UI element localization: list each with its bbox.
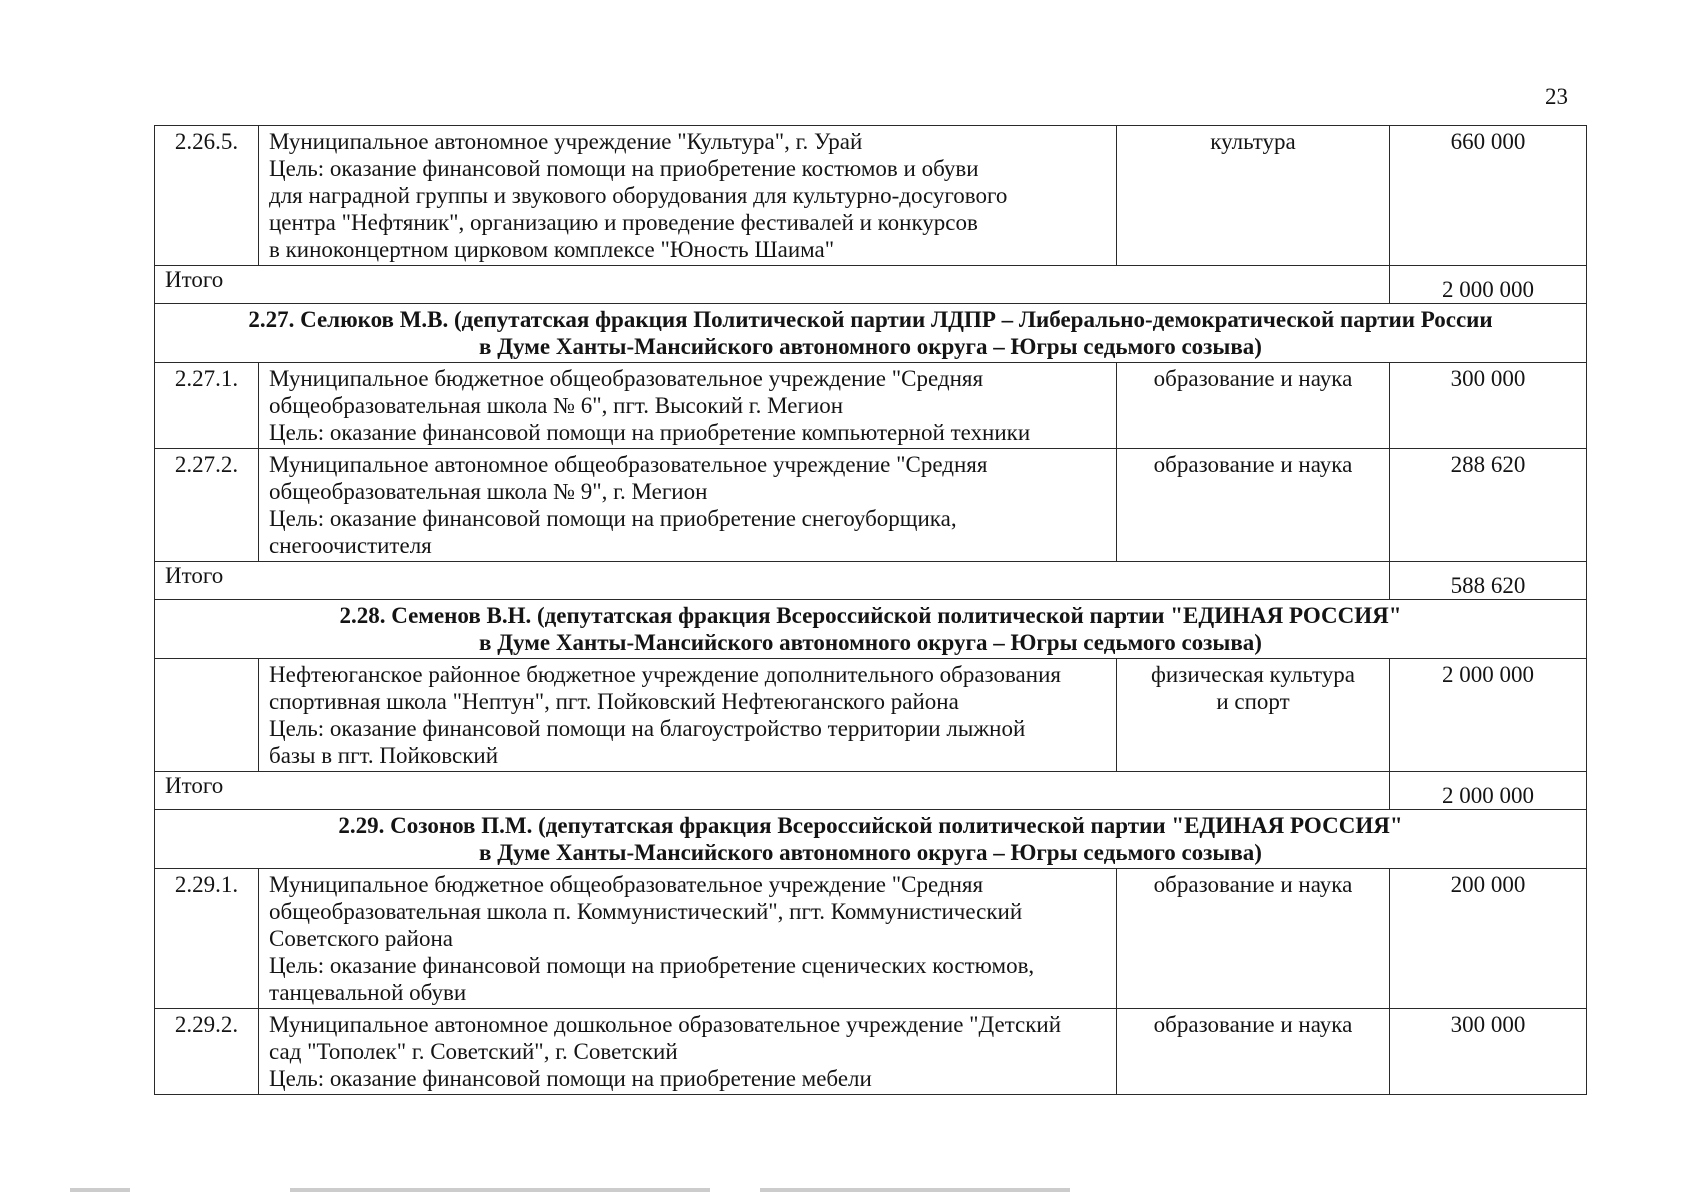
- description-line: Цель: оказание финансовой помощи на приобретение снегоуборщика,: [269, 506, 957, 531]
- item-sector: [1117, 449, 1390, 562]
- table-row: [155, 659, 1587, 772]
- table-row: [155, 126, 1587, 266]
- description-line: танцевальной обуви: [269, 980, 467, 1005]
- section-header-line: 2.29. Созонов П.М. (депутатская фракция Всероссийской политической партии "ЕДИНАЯ РОССИЯ": [338, 813, 1403, 838]
- total-amount: 2 000 000: [1390, 266, 1587, 304]
- description-line: спортивная школа "Нептун", пгт. Пойковский Нефтеюганского района: [269, 689, 959, 714]
- description-line: для наградной группы и звукового оборудования для культурно-досугового: [269, 183, 1008, 208]
- total-amount: 2 000 000: [1390, 772, 1587, 810]
- description-line: общеобразовательная школа № 6", пгт. Высокий г. Мегион: [269, 393, 844, 418]
- section-header-line: в Думе Ханты-Мансийского автономного округа – Югры седьмого созыва): [479, 840, 1262, 865]
- item-description: [259, 1009, 1117, 1095]
- sector-line: образование и наука: [1153, 872, 1353, 897]
- description-line: Советского района: [269, 926, 453, 951]
- section-header-row: [155, 304, 1587, 363]
- scan-artifact: [760, 1188, 1070, 1192]
- item-sector: [1117, 869, 1390, 1009]
- section-header-row: [155, 810, 1587, 869]
- allocation-table-body: [155, 126, 1587, 1095]
- section-header-line: 2.27. Селюков М.В. (депутатская фракция Политической партии ЛДПР – Либерально-демократической партии России: [248, 307, 1493, 332]
- item-sector: [1117, 1009, 1390, 1095]
- table-row: [155, 1009, 1587, 1095]
- total-label: Итого: [155, 266, 1390, 304]
- item-description: [259, 869, 1117, 1009]
- item-amount: 300 000: [1390, 1009, 1587, 1095]
- total-row: [155, 562, 1587, 600]
- item-sector: [1117, 126, 1390, 266]
- item-amount: 2 000 000: [1390, 659, 1587, 772]
- scan-artifact: [70, 1188, 130, 1192]
- scan-artifact: [290, 1188, 710, 1192]
- description-line: общеобразовательная школа № 9", г. Мегион: [269, 479, 708, 504]
- description-line: центра "Нефтяник", организацию и проведение фестивалей и конкурсов: [269, 210, 978, 235]
- sector-line: образование и наука: [1153, 452, 1353, 477]
- table-row: [155, 363, 1587, 449]
- total-amount: 588 620: [1390, 562, 1587, 600]
- item-description: [259, 659, 1117, 772]
- item-sector: [1117, 659, 1390, 772]
- table-row: [155, 449, 1587, 562]
- section-header-row: [155, 600, 1587, 659]
- description-line: Муниципальное бюджетное общеобразовательное учреждение "Средняя: [269, 872, 984, 897]
- description-line: Муниципальное автономное дошкольное образовательное учреждение "Детский: [269, 1012, 1062, 1037]
- item-amount: 300 000: [1390, 363, 1587, 449]
- total-row: [155, 772, 1587, 810]
- item-number: 2.27.1.: [155, 363, 259, 449]
- section-header-line: в Думе Ханты-Мансийского автономного округа – Югры седьмого созыва): [479, 334, 1262, 359]
- section-header: [155, 600, 1587, 659]
- total-label: Итого: [155, 562, 1390, 600]
- allocation-table: [154, 125, 1587, 1095]
- item-number: 2.27.2.: [155, 449, 259, 562]
- sector-line: и спорт: [1216, 689, 1290, 714]
- sector-line: образование и наука: [1153, 366, 1353, 391]
- description-line: Муниципальное автономное общеобразовательное учреждение "Средняя: [269, 452, 988, 477]
- item-number: [155, 659, 259, 772]
- item-amount: 200 000: [1390, 869, 1587, 1009]
- item-description: [259, 363, 1117, 449]
- item-description: [259, 449, 1117, 562]
- section-header-line: в Думе Ханты-Мансийского автономного округа – Югры седьмого созыва): [479, 630, 1262, 655]
- description-line: Цель: оказание финансовой помощи на приобретение сценических костюмов,: [269, 953, 1035, 978]
- item-sector: [1117, 363, 1390, 449]
- description-line: сад "Тополек" г. Советский", г. Советский: [269, 1039, 678, 1064]
- section-header-line: 2.28. Семенов В.Н. (депутатская фракция Всероссийской политической партии "ЕДИНАЯ РОССИЯ": [339, 603, 1402, 628]
- description-line: базы в пгт. Пойковский: [269, 743, 499, 768]
- item-number: 2.26.5.: [155, 126, 259, 266]
- total-row: [155, 266, 1587, 304]
- description-line: Нефтеюганское районное бюджетное учреждение дополнительного образования: [269, 662, 1061, 687]
- sector-line: культура: [1210, 129, 1296, 154]
- description-line: в киноконцертном цирковом комплексе "Юность Шаима": [269, 237, 835, 262]
- item-description: [259, 126, 1117, 266]
- description-line: общеобразовательная школа п. Коммунистический", пгт. Коммунистический: [269, 899, 1023, 924]
- description-line: Муниципальное бюджетное общеобразовательное учреждение "Средняя: [269, 366, 984, 391]
- description-line: Цель: оказание финансовой помощи на приобретение костюмов и обуви: [269, 156, 979, 181]
- section-header: [155, 810, 1587, 869]
- total-label: Итого: [155, 772, 1390, 810]
- description-line: Цель: оказание финансовой помощи на приобретение компьютерной техники: [269, 420, 1031, 445]
- page-number: 23: [1545, 84, 1568, 109]
- item-amount: 288 620: [1390, 449, 1587, 562]
- description-line: Цель: оказание финансовой помощи на благоустройство территории лыжной: [269, 716, 1026, 741]
- sector-line: физическая культура: [1151, 662, 1355, 687]
- description-line: Муниципальное автономное учреждение "Культура", г. Урай: [269, 129, 863, 154]
- table-row: [155, 869, 1587, 1009]
- description-line: Цель: оказание финансовой помощи на приобретение мебели: [269, 1066, 872, 1091]
- item-number: 2.29.2.: [155, 1009, 259, 1095]
- section-header: [155, 304, 1587, 363]
- sector-line: образование и наука: [1153, 1012, 1353, 1037]
- item-amount: 660 000: [1390, 126, 1587, 266]
- item-number: 2.29.1.: [155, 869, 259, 1009]
- description-line: снегоочистителя: [269, 533, 432, 558]
